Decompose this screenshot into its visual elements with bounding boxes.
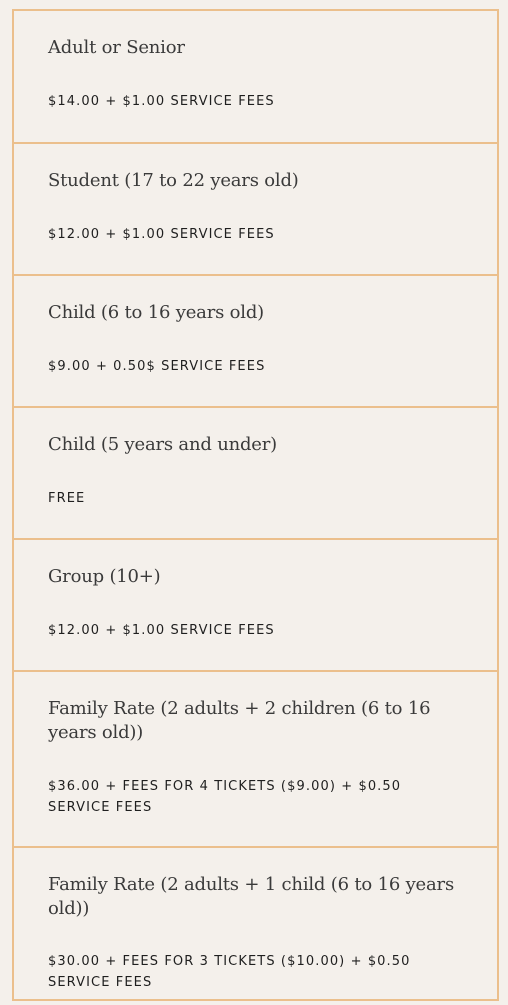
ticket-card-adult-senior: [14, 9, 497, 142]
ticket-card-family-2-children: [14, 670, 497, 846]
ticket-price: FREE: [48, 491, 86, 506]
ticket-name: Family Rate (2 adults + 1 child (6 to 16 years old)): [48, 874, 454, 919]
ticket-card-group: [14, 538, 497, 670]
ticket-name: Child (6 to 16 years old): [48, 302, 264, 323]
ticket-price: $9.00 + 0.50$ SERVICE FEES: [48, 359, 266, 374]
ticket-price-list: [12, 9, 499, 1001]
ticket-name: Family Rate (2 adults + 2 children (6 to 16 years old)): [48, 698, 431, 743]
ticket-price: $30.00 + FEES FOR 3 TICKETS ($10.00) + $0.50 SERVICE FEES: [48, 954, 411, 990]
ticket-card-family-1-child: [14, 846, 497, 1001]
ticket-name: Group (10+): [48, 566, 161, 587]
ticket-price: $12.00 + $1.00 SERVICE FEES: [48, 623, 275, 638]
ticket-name: Child (5 years and under): [48, 434, 277, 455]
ticket-name: Student (17 to 22 years old): [48, 170, 299, 191]
ticket-card-child-6-16: [14, 274, 497, 406]
ticket-price: $12.00 + $1.00 SERVICE FEES: [48, 227, 275, 242]
ticket-card-child-5-under: [14, 406, 497, 538]
ticket-price: $14.00 + $1.00 SERVICE FEES: [48, 94, 275, 109]
ticket-name: Adult or Senior: [48, 37, 185, 58]
ticket-card-student: [14, 142, 497, 274]
ticket-price: $36.00 + FEES FOR 4 TICKETS ($9.00) + $0.50 SERVICE FEES: [48, 779, 402, 815]
